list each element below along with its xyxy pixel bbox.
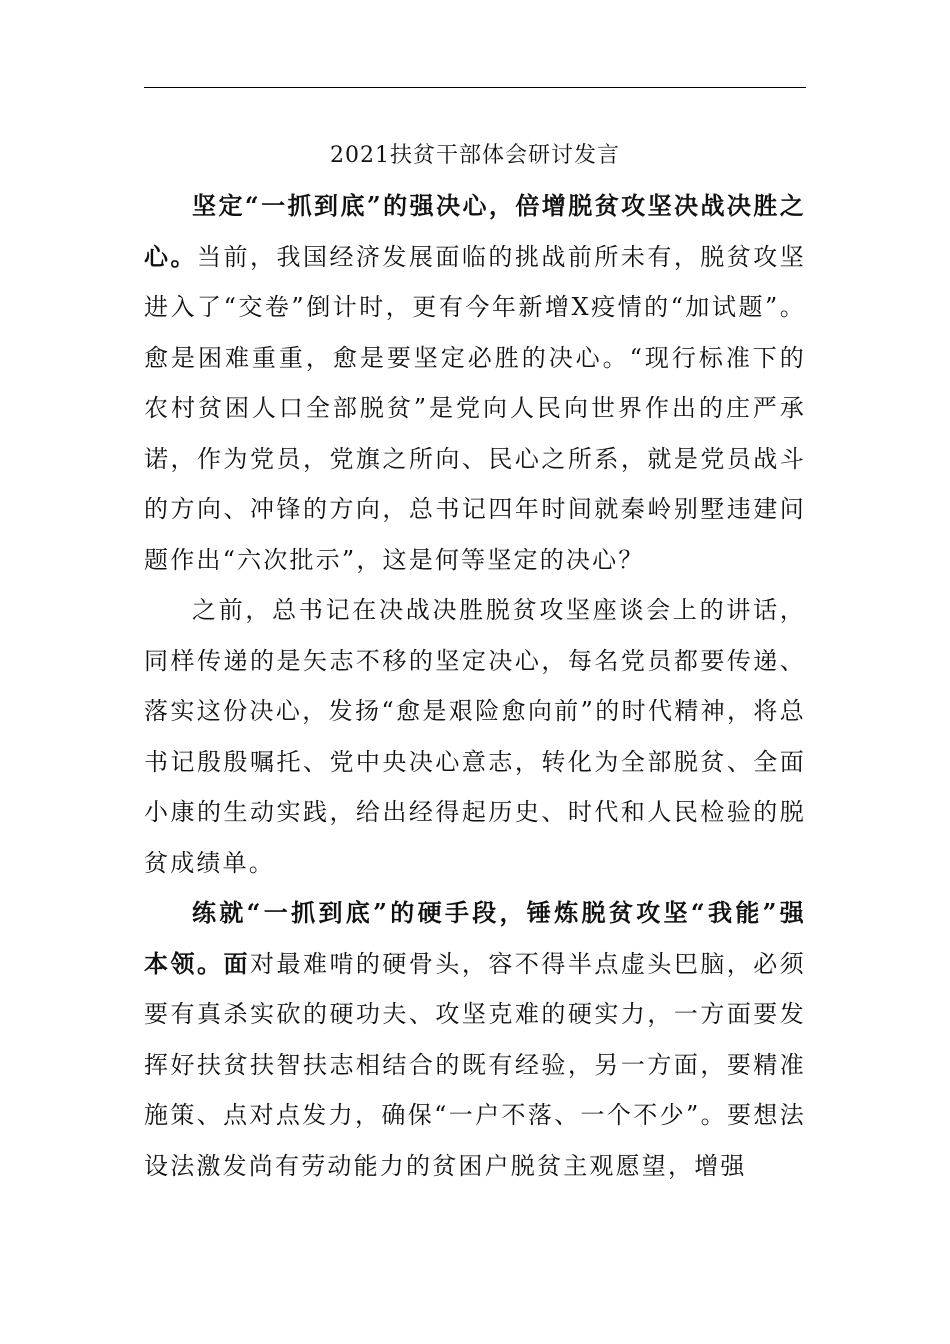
paragraph-2-text: 之前，总书记在决战决胜脱贫攻坚座谈会上的讲话，同样传递的是矢志不移的坚定决心，每名党员都要传递、落实这份决心，发扬“愈是艰险愈向前”的时代精神，将总书记殷殷嘱托、党中央决心意志，转化为全部脱贫、全面小康的生动实践，给出经得起历史、时代和人民检验的脱贫成绩单。 — [144, 596, 806, 877]
paragraph-2 — [144, 585, 806, 888]
paragraph-3 — [144, 888, 806, 1191]
paragraph-3-text: 对最难啃的硬骨头，容不得半点虚头巴脑，必须要有真杀实砍的硬功夫、攻坚克难的硬实力，一方面要发挥好扶贫扶智扶志相结合的既有经验，另一方面，要精准施策、点对点发力，确保“一户不落、一个不少”。要想法设法激发尚有劳动能力的贫困户脱贫主观愿望，增强 — [144, 949, 806, 1180]
paragraph-3-lead: 练就“一抓到底”的硬手段，锤炼脱贫攻坚“我能”强本领。面 — [144, 898, 806, 978]
document-body — [144, 181, 806, 1191]
header-rule — [144, 87, 806, 88]
paragraph-1-lead: 坚定“一抓到底”的强决心，倍增脱贫攻坚决战决胜之心。 — [144, 191, 806, 271]
paragraph-1-text: 当前，我国经济发展面临的挑战前所未有，脱贫攻坚进入了“交卷”倒计时，更有今年新增X疫情的“加试题”。愈是困难重重，愈是要坚定必胜的决心。“现行标准下的农村贫困人口全部脱贫”是党向人民向世界作出的庄严承诺，作为党员，党旗之所向、民心之所系，就是党员战斗的方向、冲锋的方向，总书记四年时间就秦岭别墅违建问题作出“六次批示”，这是何等坚定的决心？ — [144, 242, 806, 574]
document-title: 2021扶贫干部体会研讨发言 — [330, 143, 620, 168]
paragraph-1 — [144, 181, 806, 585]
